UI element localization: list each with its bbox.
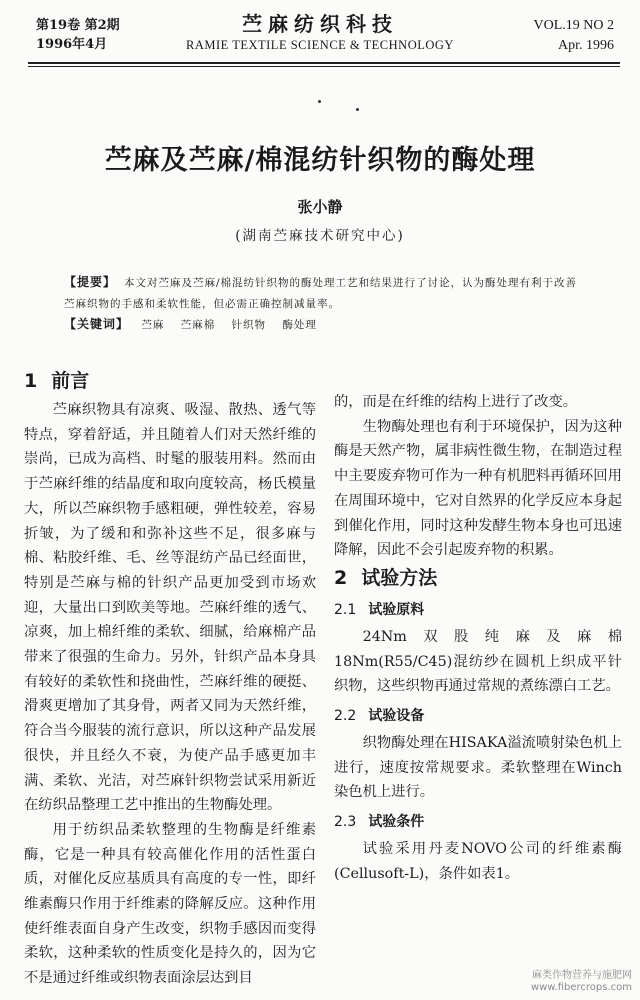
article-title: 苎麻及苎麻/棉混纺针织物的酶处理 (104, 145, 536, 176)
journal-name-en: RAMIE TEXTILE SCIENCE & TECHNOLOGY (186, 38, 454, 52)
author-name: 张小静 (297, 198, 343, 216)
section-number: 1 (24, 370, 38, 392)
section-heading-1 (24, 366, 316, 396)
subsection-number: 2.3 (334, 814, 357, 831)
subsection-number: 2.1 (334, 601, 357, 618)
subsection-heading (334, 809, 622, 835)
date-en: Apr. 1996 (558, 38, 614, 53)
right-column (334, 390, 622, 887)
keyword: 苎麻 (141, 319, 165, 331)
site-watermark (531, 970, 632, 994)
header-center (170, 12, 470, 53)
watermark-line-2: www.fibercrops.com (530, 982, 632, 993)
section-title: 试验方法 (361, 566, 438, 589)
abstract-line-2: 苎麻织物的手感和柔软性能，但必需正确控制减量率。 (64, 298, 340, 310)
paragraph: 苎麻织物具有凉爽、吸湿、散热、透气等特点，穿着舒适，并且随着人们对天然纤维的崇尚，已成为高档、时髦的服装用料。然而由于苎麻纤维的结晶度和取向度较高，杨氏模量大，所以苎麻织物手感粗硬，弹性较差，容易折皱，为了缓和和弥补这些不足，很多麻与棉、粘胶纤维、毛、丝等混纺产品已经面世，特别是苎麻与棉的针织产品更加受到市场欢迎，大量出口到欧美等地。苎麻纤维的透气、凉爽，加上棉纤维的柔软、细腻，给麻棉产品带来了很强的生命力。另外，针织产品本身具有较好的柔软性和挠曲性，苎麻纤维的硬挺、滑爽更增加了其身骨，两者又同为天然纤维，符合当今服装的流行意识，所以这种产品发展很快，并且经久不衰，为使产品手感更加丰满、柔软、光洁，对苎麻针织物尝试采用新近在纺织品整理工艺中推出的生物酶处理。 (24, 402, 316, 814)
watermark-line-1: 麻类作物营养与施肥网 (532, 970, 632, 981)
keyword: 酶处理 (282, 319, 317, 331)
subsection-title: 试验原料 (368, 601, 425, 618)
abstract (64, 272, 584, 315)
volume-en: VOL.19 NO 2 (533, 18, 614, 33)
header-rule (28, 62, 620, 64)
date-cn: 1996年4月 (36, 37, 108, 52)
paragraph: 织物酶处理在HISAKA溢流喷射染色机上进行，速度按常规要求。柔软整理在Winch染色机上进行。 (334, 735, 622, 801)
abstract-line-1: 本文对苎麻及苎麻/棉混纺针织物的酶处理工艺和结果进行了讨论，认为酶处理有利于改善 (124, 277, 578, 289)
journal-name-cn: 苎麻纺织科技 (242, 12, 398, 36)
author-affiliation: (湖南苎麻技术研究中心) (235, 228, 405, 244)
paragraph: 24Nm双股纯麻及麻棉18Nm(R55/C45)混纺纱在圆机上织成平针织物，这些织物再通过常规的煮练漂白工艺。 (334, 628, 622, 695)
keyword: 苎麻棉 (180, 319, 216, 331)
section-number: 2 (334, 566, 348, 589)
abstract-label: 【提要】 (64, 275, 117, 289)
keyword: 针织物 (231, 319, 267, 331)
left-column (24, 366, 316, 991)
subsection-title: 试验条件 (368, 814, 425, 831)
section-title: 前言 (51, 370, 90, 392)
subsection-heading (334, 703, 622, 729)
header-rule-thin (28, 66, 620, 67)
scan-speck (318, 100, 321, 103)
paragraph: 的，而是在纤维的结构上进行了改变。 (334, 394, 578, 410)
keywords-label: 【关键词】 (64, 317, 130, 331)
subsection-heading (334, 597, 622, 623)
paragraph: 生物酶处理也有利于环境保护，因为这种酶是天然产物，属非病性微生物，在制造过程中主要废弃物可作为一种有机肥料再循环回用在周围环境中，它对自然界的化学反应本身起到催化作用，同时这种发酵生物本身也可迅速降解，因此不会引起废弃物的积累。 (334, 418, 622, 559)
paragraph: 试验采用丹麦NOVO公司的纤维素酶(Cellusoft-L)，条件如表1。 (334, 841, 622, 882)
section-heading-2 (334, 563, 622, 593)
paragraph: 用于纺织品柔软整理的生物酶是纤维素酶，它是一种具有较高催化作用的活性蛋白质，对催化反应基质具有高度的专一性，即纤维素酶只作用于纤维素的降解反应。这种作用使纤维表面自身产生改变，织物手感因而变得柔软，这种柔软的性质变化是持久的，因为它不是通过纤维或织物表面涂层达到目 (24, 821, 316, 987)
subsection-number: 2.2 (334, 708, 357, 725)
header-left (36, 16, 120, 54)
keywords (64, 315, 584, 332)
volume-cn: 第19卷 第2期 (36, 18, 120, 33)
header-right (534, 16, 615, 56)
subsection-title: 试验设备 (368, 708, 425, 725)
scan-speck (356, 108, 359, 111)
